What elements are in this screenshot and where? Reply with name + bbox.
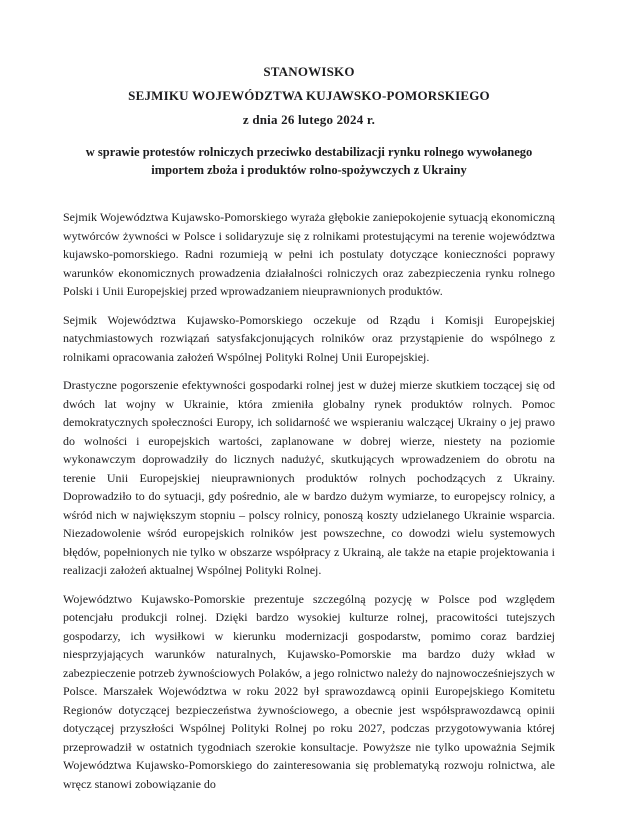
subject-line-2: importem zboża i produktów rolno-spożywczych z Ukrainy bbox=[151, 163, 467, 177]
document-subject bbox=[63, 143, 555, 179]
paragraph-1: Sejmik Województwa Kujawsko-Pomorskiego wyraża głębokie zaniepokojenie sytuacją ekonomiczną wytwórców żywności w Polsce i solidaryzuje się z rolnikami protestującymi na terenie województwa kujawsko-pomorskiego. Radni rozumieją w pełni ich postulaty dotyczące konieczności poprawy warunków ekonomicznych prowadzenia działalności rolniczych oraz zabezpieczenia rynku rolnego Polski i Unii Europejskiej przed wprowadzaniem nieuprawnionych produktów. bbox=[63, 210, 555, 298]
document-content bbox=[63, 60, 555, 793]
subject-line-1: w sprawie protestów rolniczych przeciwko destabilizacji rynku rolnego wywołanego bbox=[85, 145, 533, 159]
document-body bbox=[63, 208, 555, 793]
document-date: z dnia 26 lutego 2024 r. bbox=[242, 112, 376, 127]
document-type-title: STANOWISKO bbox=[263, 64, 355, 79]
issuing-body-title: SEJMIKU WOJEWÓDZTWA KUJAWSKO-POMORSKIEGO bbox=[128, 88, 490, 103]
paragraph-3: Drastyczne pogorszenie efektywności gospodarki rolnej jest w dużej mierze skutkiem toczącej się od dwóch lat wojny w Ukrainie, która zmieniła globalny rynek produktów rolnych. Pomoc demokratycznych społeczności Europy, ich solidarność we wspieraniu walczącej Ukrainy o jej prawo do wolności i europejskich wartości, zaplanowane w dobrej wierze, niestety na poziomie wykonawczym doprowadziły do licznych nadużyć, skutkujących wprowadzeniem do obrotu na terenie Unii Europejskiej nieuprawnionych produktów rolnych pochodzących z Ukrainy. Doprowadziło to do sytuacji, gdy pośrednio, ale w bardzo dużym wymiarze, to europejscy rolnicy, a wśród nich w największym stopniu – polscy rolnicy, ponoszą koszty udzielanego Ukrainie wsparcia. Niezadowolenie wśród europejskich rolników jest powszechne, co dowodzi wielu systemowych błędów, popełnionych nie tylko w obszarze współpracy z Ukrainą, ale także na etapie projektowania i realizacji założeń aktualnej Wspólnej Polityki Rolnej. bbox=[63, 378, 555, 577]
document-heading bbox=[63, 60, 555, 132]
paragraph-2: Sejmik Województwa Kujawsko-Pomorskiego oczekuje od Rządu i Komisji Europejskiej natychmiastowych rozwiązań satysfakcjonujących rolników oraz przystąpienie do wspólnego z rolnikami opracowania założeń Wspólnej Polityki Rolnej Unii Europejskiej. bbox=[63, 312, 555, 364]
paragraph-4: Województwo Kujawsko-Pomorskie prezentuje szczególną pozycję w Polsce pod względem potencjału produkcji rolnej. Dzięki bardzo wysokiej kulturze rolnej, pracowitości tutejszych gospodarzy, ich wysiłkowi w kierunku modernizacji gospodarstw, pomimo coraz bardziej niesprzyjających warunków naturalnych, Kujawsko-Pomorskie ma bardzo duży wkład w zabezpieczenie potrzeb żywnościowych Polaków, a jego rolnictwo należy do najnowocześniejszych w Polsce. Marszałek Województwa w roku 2022 był sprawozdawcą opinii Europejskiego Komitetu Regionów dotyczącej bezpieczeństwa żywnościowego, a obecnie jest współsprawozdawcą opinii dotyczącej przyszłości Wspólnej Polityki Rolnej po roku 2027, podczas przygotowywania której przeprowadził w ostatnich tygodniach szerokie konsultacje. Powyższe nie tylko upoważnia Sejmik Województwa Kujawsko-Pomorskiego do zainteresowania się problematyką rozwoju rolnictwa, ale wręcz stanowi zobowiązanie do bbox=[63, 591, 555, 791]
